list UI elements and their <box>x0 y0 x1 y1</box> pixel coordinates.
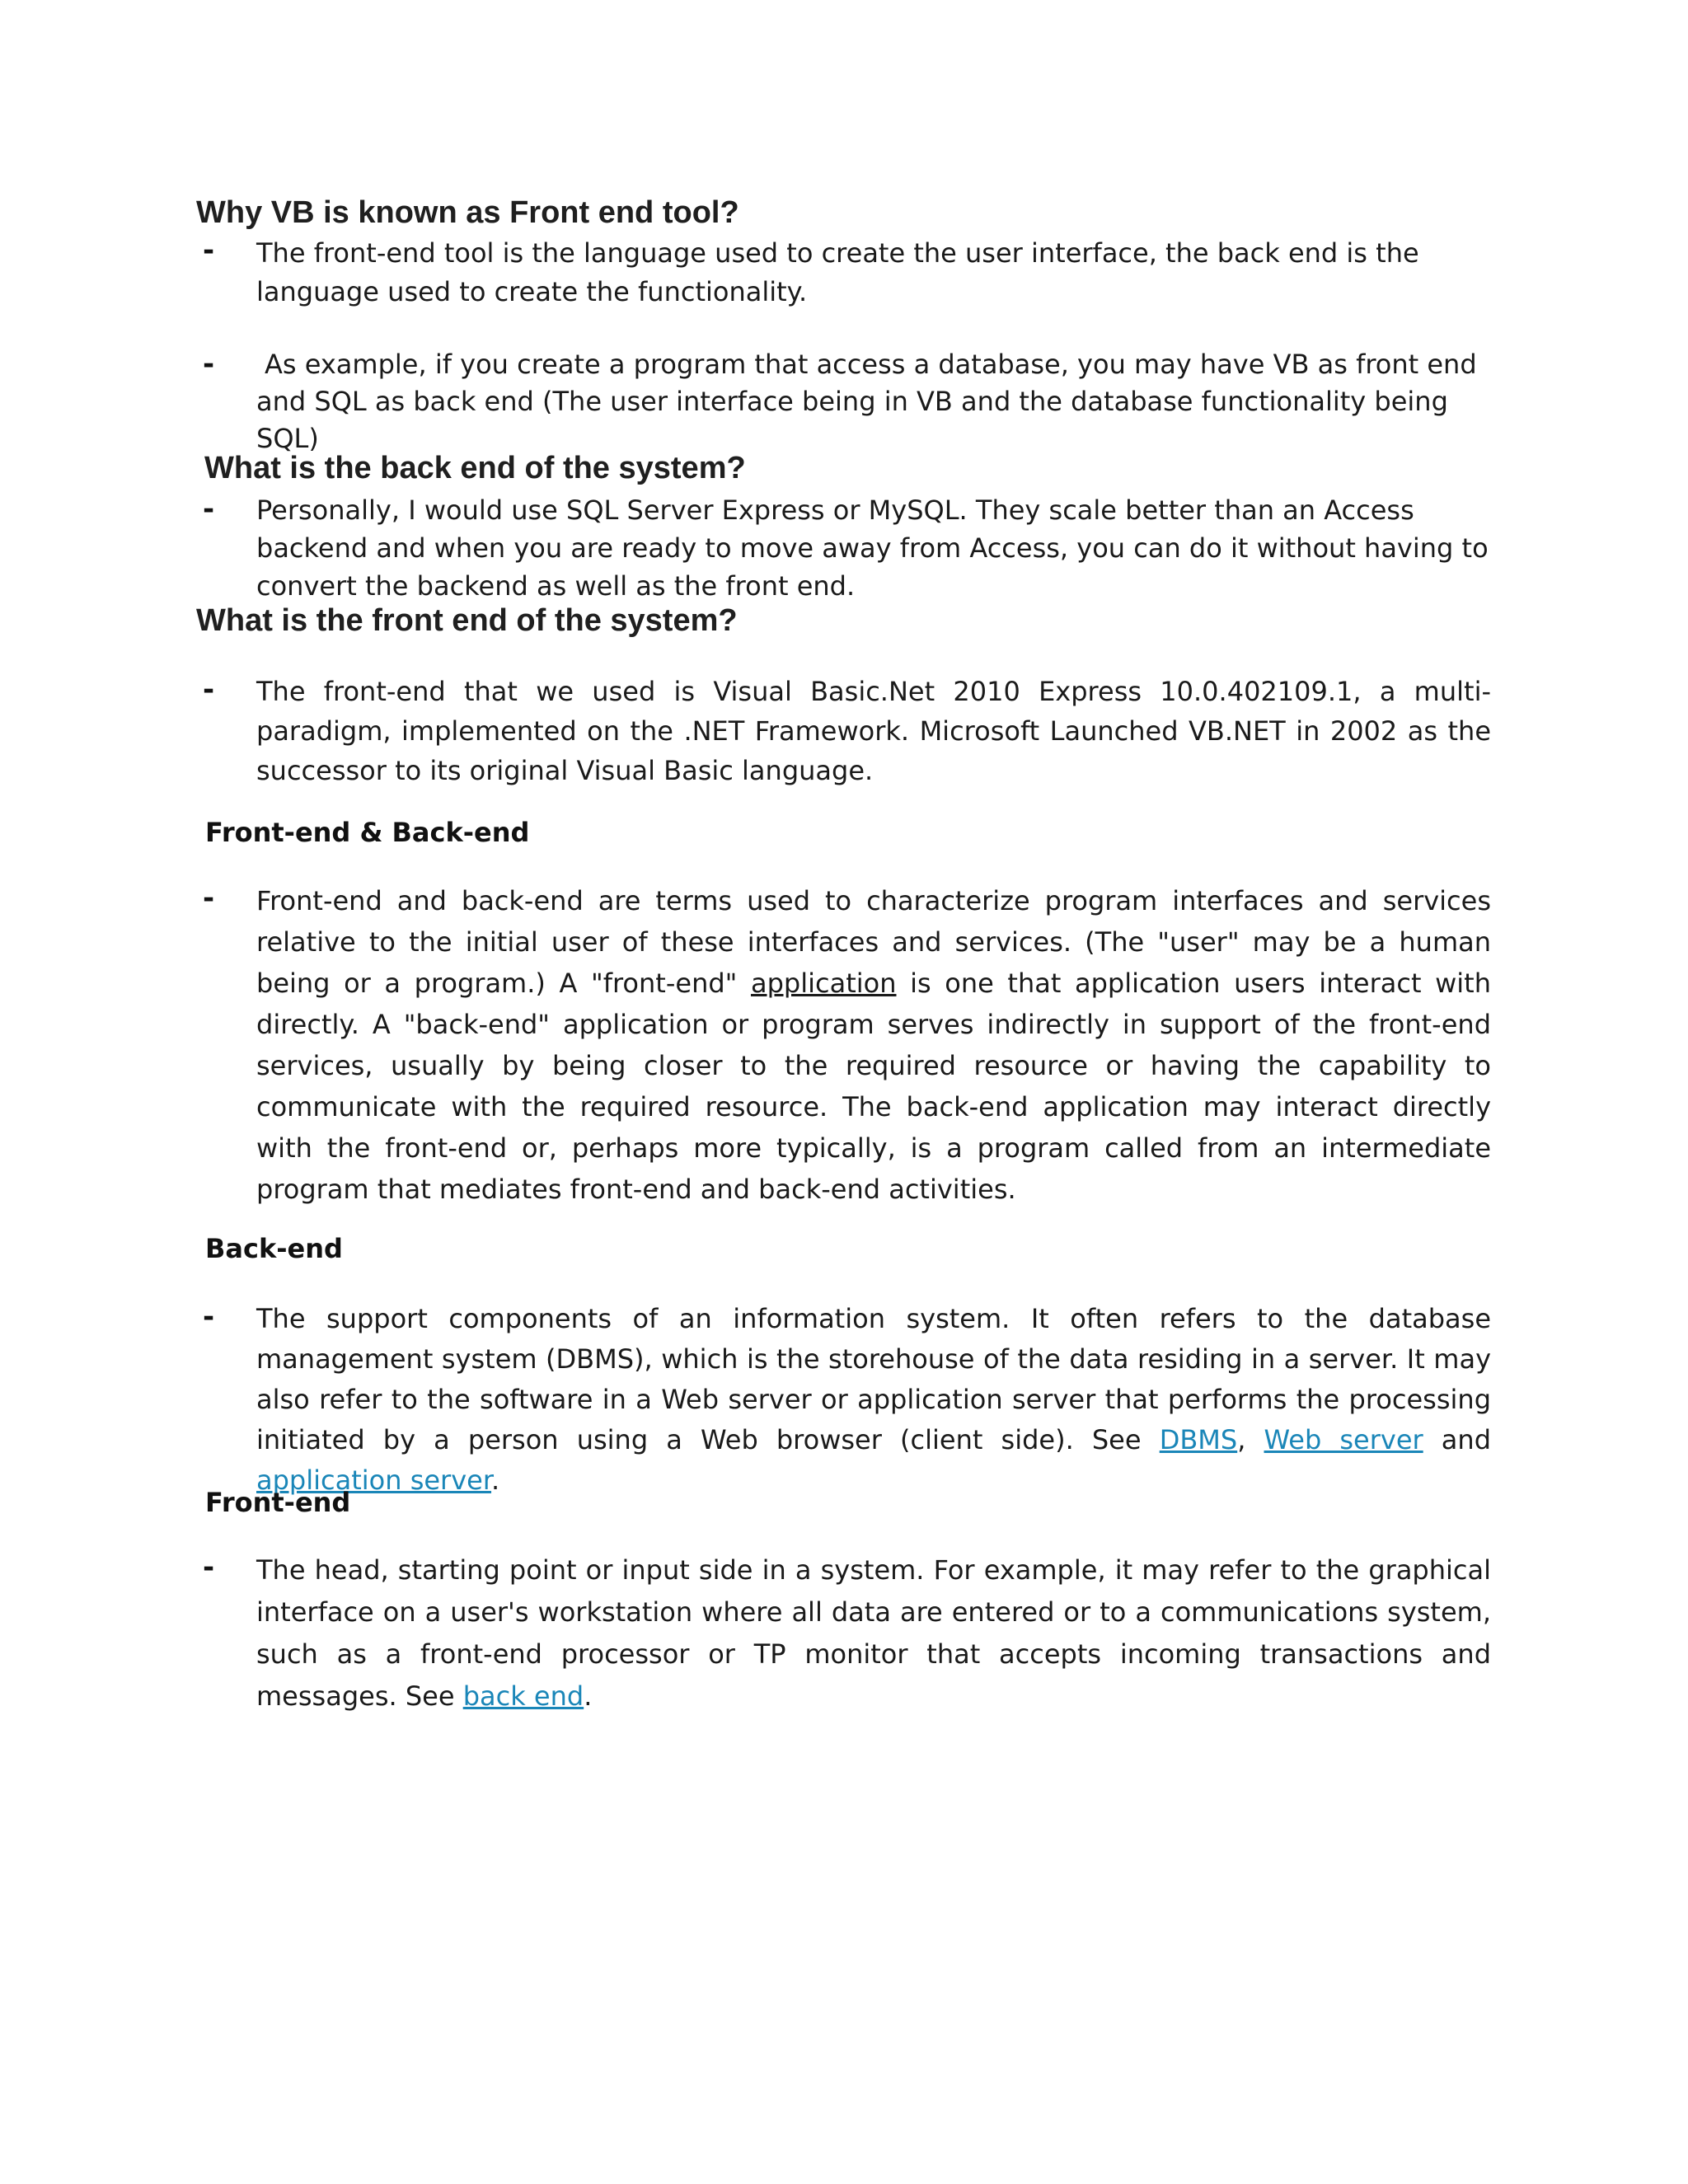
web-server-link[interactable]: Web server <box>1264 1424 1423 1455</box>
back-end-link[interactable]: back end <box>462 1680 584 1712</box>
application-server-link[interactable]: application server <box>256 1465 492 1496</box>
paragraph-front-end-tool: The front-end tool is the language used to create the user interface, the back end is the language used to create the functionality. <box>256 237 1419 307</box>
bullet-dash: - <box>203 1301 215 1333</box>
bullet-dash: - <box>203 493 215 526</box>
bullet-dash: - <box>203 882 215 915</box>
bullet-dash: - <box>203 348 215 381</box>
paragraph-front-back-definition <box>256 880 1491 1210</box>
paragraph-sql-server-backend: Personally, I would use SQL Server Express or MySQL. They scale better than an Access backend and when you are ready to move away from Access, you can do it without having to convert the backend as well as the front end. <box>256 494 1489 602</box>
dbms-link[interactable]: DBMS <box>1159 1424 1238 1455</box>
paragraph-text: The support components of an information system. It often refers to the database management system (DBMS), which is the storehouse of the data residing in a server. It may also refer to the software in a Web server or application server that performs the processing initiated by a person using a Web browser (client side). See <box>256 1303 1491 1455</box>
paragraph-text: Front-end and back-end are terms used to characterize program interfaces and services relative to the initial user of these interfaces and services. (The "user" may be a human being or a program.) A "front-end" <box>256 885 1491 999</box>
paragraph-text: The head, starting point or input side in a system. For example, it may refer to the graphical interface on a user's workstation where all data are entered or to a communications system, such as a front-end processor or TP monitor that accepts incoming transactions and messages. See <box>256 1554 1491 1712</box>
heading-front-end: Front-end <box>205 1487 351 1518</box>
period-text: . <box>584 1680 593 1712</box>
application-link[interactable]: application <box>750 968 897 999</box>
period-text: . <box>491 1465 500 1496</box>
paragraph-front-end-definition <box>256 1549 1491 1718</box>
heading-front-end-and-back-end: Front-end & Back-end <box>205 817 530 848</box>
heading-back-end: Back-end <box>205 1233 343 1264</box>
heading-why-vb-front-end: Why VB is known as Front end tool? <box>196 195 739 230</box>
paragraph-visual-basic-net: The front-end that we used is Visual Basic.Net 2010 Express 10.0.402109.1, a multi-paradigm, implemented on the .NET Framework. Microsoft Launched VB.NET in 2002 as the successor to its original Visual Basic language. <box>256 676 1491 786</box>
separator-text: , <box>1237 1424 1264 1455</box>
bullet-dash: - <box>203 234 215 267</box>
heading-back-end-of-system: What is the back end of the system? <box>204 451 746 485</box>
separator-text: and <box>1423 1424 1492 1455</box>
heading-front-end-of-system: What is the front end of the system? <box>196 603 738 638</box>
bullet-dash: - <box>203 673 215 706</box>
paragraph-vb-sql-example: As example, if you create a program that access a database, you may have VB as front end and SQL as back end (The user interface being in VB and the database functionality being SQL) <box>256 349 1477 454</box>
bullet-dash: - <box>203 1551 215 1584</box>
paragraph-back-end-definition <box>256 1299 1491 1501</box>
paragraph-text: is one that application users interact with directly. A "back-end" application or program serves indirectly in support of the front-end services, usually by being closer to the required resource or having the capability to communicate with the required resource. The back-end application may interact directly with the front-end or, perhaps more typically, is a program called from an intermediate program that mediates front-end and back-end activities. <box>256 968 1492 1205</box>
